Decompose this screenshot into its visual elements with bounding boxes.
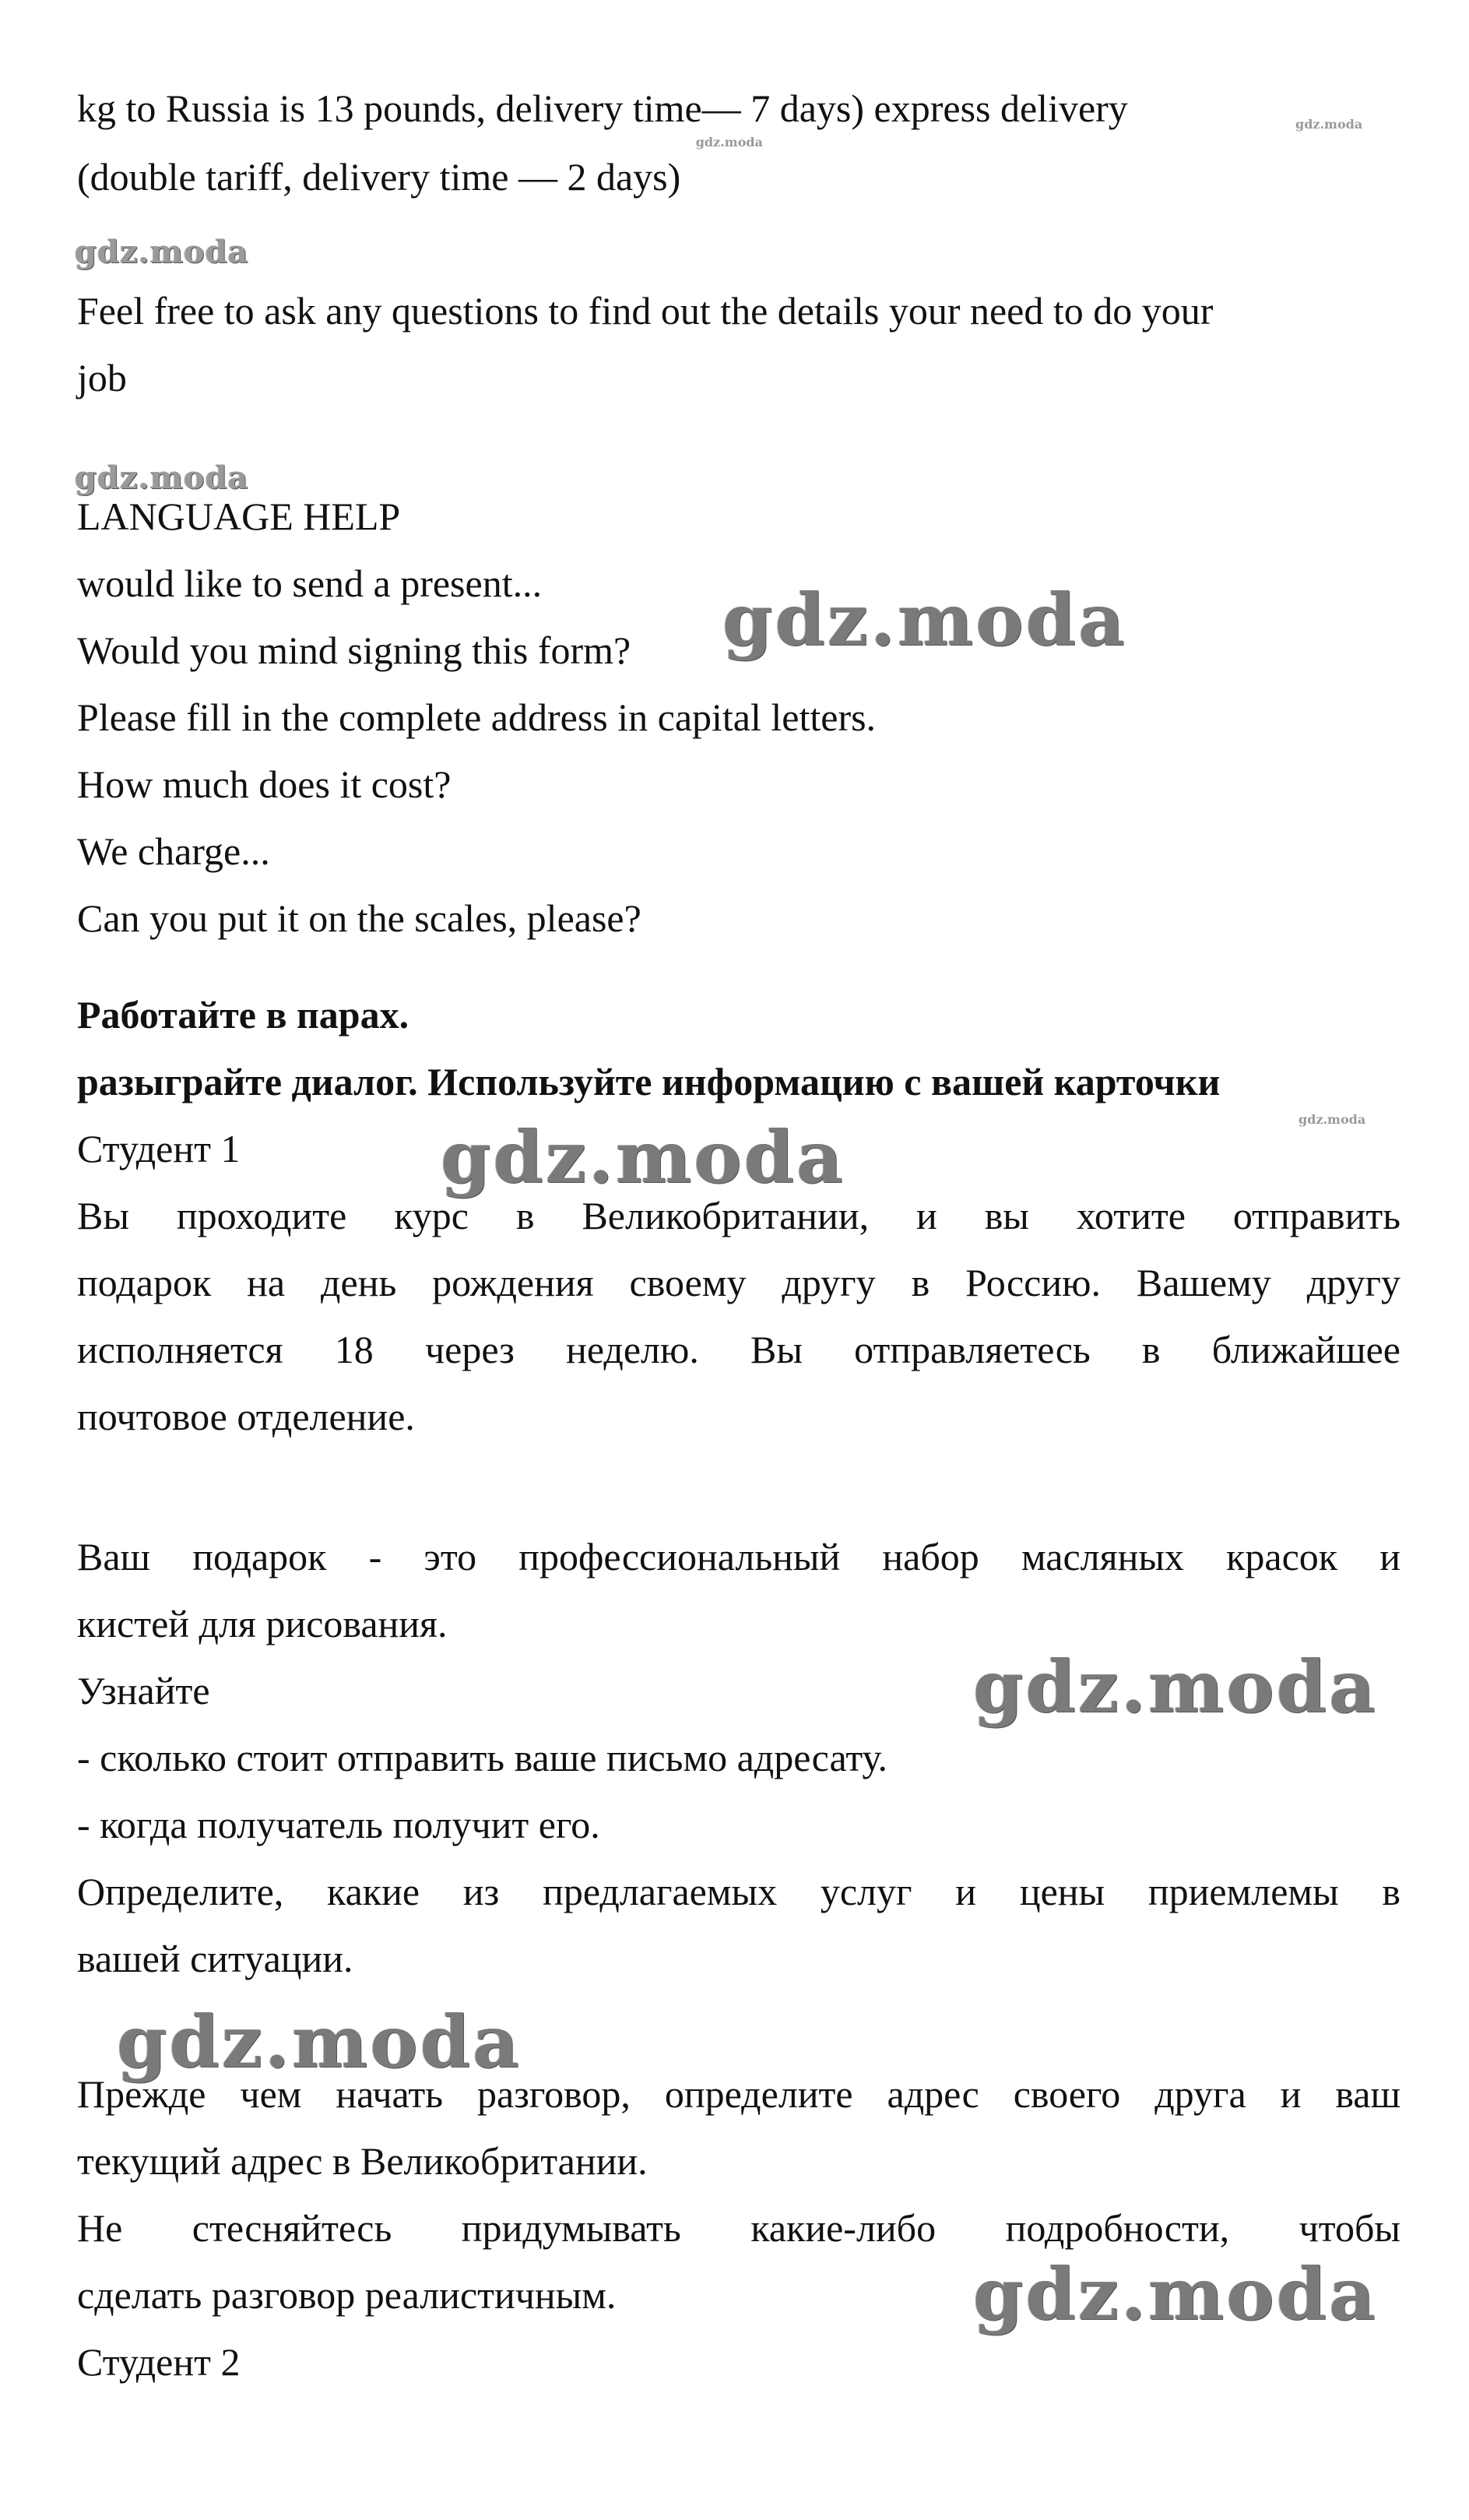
task-subheading: разыграйте диалог. Используйте информацию с вашей карточки [77, 1060, 1221, 1103]
language-help-item: Please fill in the complete address in capital letters. [77, 695, 877, 739]
task-heading: Работайте в парах. [77, 993, 409, 1037]
language-help-heading: LANGUAGE HELP [77, 494, 401, 538]
watermark-small: gdz.moda [695, 135, 763, 150]
dash [695, 84, 763, 150]
text-line: Feel free to ask any questions to find out the details your need to do your [77, 289, 1214, 333]
text-line: исполняется 18 через неделю. Вы отправляетесь в ближайшее [77, 1328, 1400, 1371]
language-help-item: Would you mind signing this form? [77, 628, 631, 672]
text-line: сделать разговор реалистичным. [77, 2273, 617, 2317]
student-1-label: Студент 1 [77, 1127, 241, 1170]
text-line: Вы проходите курс в Великобритании, и вы хотите отправить [77, 1194, 1400, 1237]
text-fragment: 7 days) express delivery [740, 86, 1128, 130]
watermark-large: gdz.moda [441, 1115, 845, 1199]
text-line: Прежде чем начать разговор, определите адрес своего друга и ваш [77, 2072, 1400, 2116]
watermark-small: gdz.moda [1299, 1112, 1366, 1127]
text-line: Определите, какие из предлагаемых услуг и цены приемлемы в [77, 1870, 1400, 1913]
language-help-item: How much does it cost? [77, 762, 452, 806]
watermark-small: gdz.moda [1295, 117, 1363, 132]
find-out-label: Узнайте [77, 1669, 210, 1712]
watermark-large: gdz.moda [722, 578, 1127, 662]
text-line: подарок на день рождения своему другу в Россию. Вашему другу [77, 1261, 1400, 1304]
text-line: текущий адрес в Великобритании. [77, 2139, 648, 2183]
text-line: вашей ситуации. [77, 1937, 353, 1980]
language-help-item: Can you put it on the scales, please? [77, 896, 641, 940]
find-out-item: - когда получатель получит его. [77, 1803, 600, 1846]
text-line: Не стесняйтесь придумывать какие-либо подробности, чтобы [77, 2206, 1400, 2250]
watermark-medium: gdz.moda [75, 459, 249, 496]
text-line: кистей для рисования. [77, 1602, 448, 1645]
text-fragment: kg to Russia is 13 pounds, delivery time [77, 86, 702, 130]
watermark-medium: gdz.moda [75, 234, 249, 270]
text-line: Ваш подарок - это профессиональный набор масляных красок и [77, 1535, 1400, 1579]
language-help-item: would like to send a present... [77, 561, 543, 605]
text-line: job [77, 356, 127, 399]
dash-glyph: — [701, 86, 741, 130]
watermark-large: gdz.moda [973, 2252, 1378, 2336]
text-line: (double tariff, delivery time — 2 days) [77, 155, 681, 199]
language-help-item: We charge... [77, 829, 270, 873]
find-out-item: - сколько стоит отправить ваше письмо адресату. [77, 1736, 888, 1779]
watermark-large: gdz.moda [117, 2000, 522, 2084]
watermark-large: gdz.moda [973, 1645, 1378, 1729]
text-line [77, 84, 1128, 150]
text-line: почтовое отделение. [77, 1395, 415, 1438]
student-2-label: Студент 2 [77, 2340, 241, 2384]
